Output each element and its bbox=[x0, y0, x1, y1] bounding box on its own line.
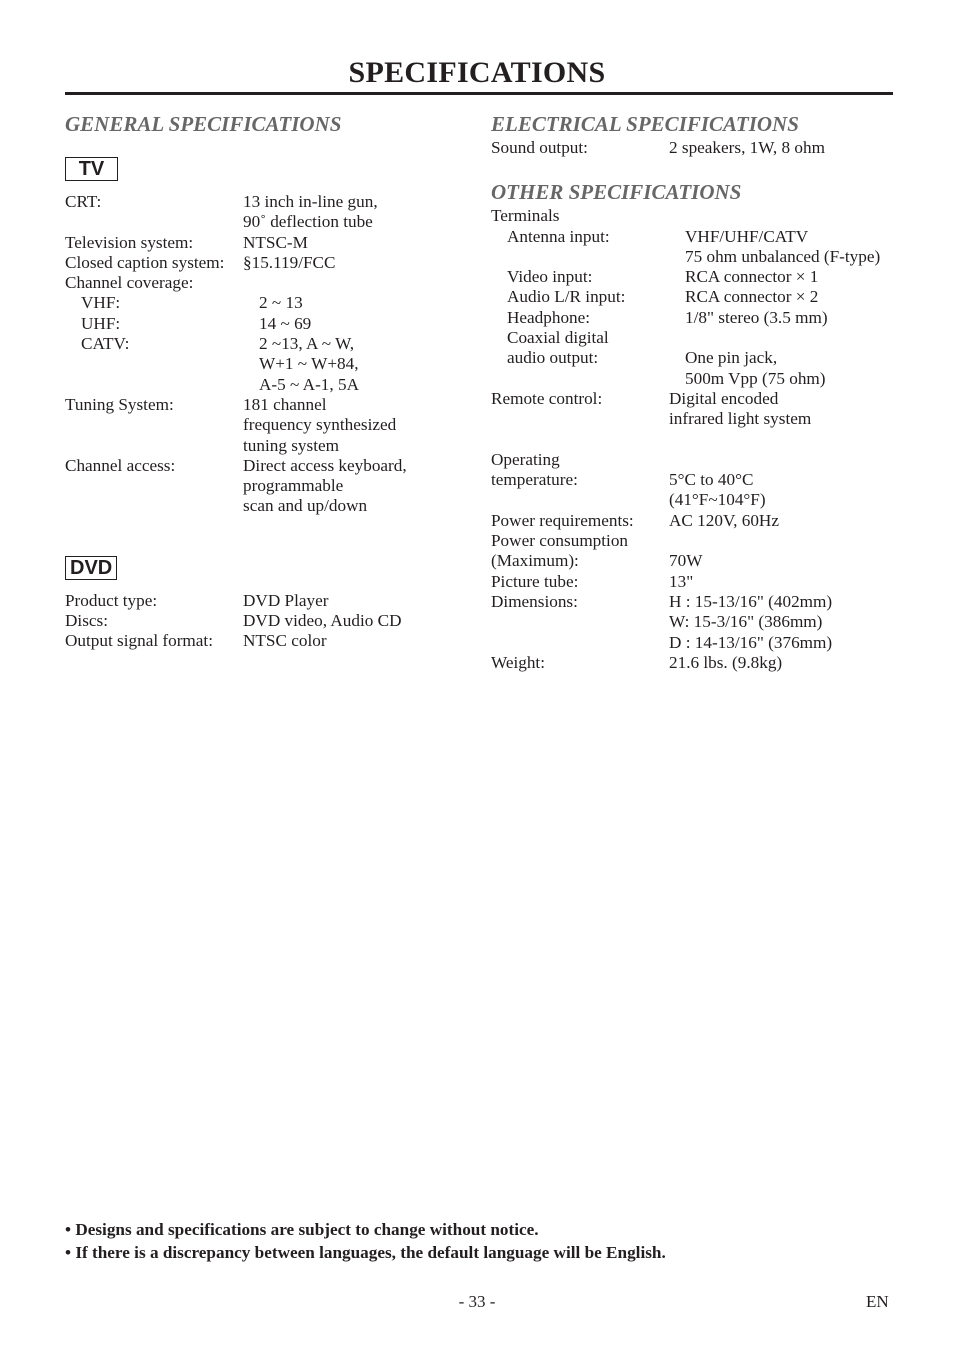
spec-value-line: 181 channel bbox=[243, 394, 327, 414]
spec-value-line bbox=[669, 430, 911, 450]
spec-label: Power requirements: bbox=[491, 510, 634, 530]
spec-label: Picture tube: bbox=[491, 571, 579, 591]
spec-value bbox=[243, 233, 460, 253]
spec-label: Closed caption system: bbox=[65, 252, 225, 272]
tv-badge: TV bbox=[65, 157, 118, 181]
notes bbox=[65, 1218, 915, 1264]
spec-label: Terminals bbox=[491, 206, 560, 226]
other-specifications-heading: OTHER SPECIFICATIONS bbox=[491, 180, 742, 205]
spec-label: Operating bbox=[491, 449, 560, 469]
spec-value-line: §15.119/FCC bbox=[243, 252, 336, 272]
spec-row bbox=[491, 531, 911, 551]
spec-label: Dimensions: bbox=[491, 591, 578, 611]
spec-label: Television system: bbox=[65, 232, 194, 252]
spec-row bbox=[491, 430, 911, 450]
spec-value bbox=[685, 308, 911, 328]
spec-value bbox=[243, 253, 460, 273]
spec-value bbox=[685, 348, 911, 389]
spec-value bbox=[243, 611, 460, 631]
spec-label: Channel coverage: bbox=[65, 273, 194, 293]
spec-value bbox=[669, 389, 911, 430]
spec-value-line: 21.6 lbs. (9.8kg) bbox=[669, 652, 783, 672]
spec-row bbox=[491, 138, 911, 158]
spec-label: temperature: bbox=[491, 470, 578, 490]
spec-value bbox=[669, 138, 911, 158]
spec-value-line: infrared light system bbox=[669, 409, 812, 429]
spec-label: Product type: bbox=[65, 590, 158, 610]
spec-label: CRT: bbox=[65, 192, 102, 211]
spec-value bbox=[685, 287, 911, 307]
spec-label: Video input: bbox=[507, 267, 593, 287]
spec-value bbox=[685, 328, 911, 348]
spec-value bbox=[259, 314, 460, 334]
spec-label: VHF: bbox=[81, 293, 121, 313]
spec-row bbox=[65, 253, 460, 273]
spec-value bbox=[669, 511, 911, 531]
spec-label: Coaxial digital bbox=[507, 328, 609, 348]
note-item: • Designs and specifications are subject to change without notice. bbox=[65, 1220, 539, 1239]
spec-row bbox=[65, 314, 460, 334]
spec-label: Power consumption bbox=[491, 531, 629, 551]
spec-value-line: 2 ~ 13 bbox=[259, 293, 303, 313]
spec-value bbox=[243, 192, 460, 233]
spec-label: Sound output: bbox=[491, 138, 588, 157]
spec-value-line: Direct access keyboard, bbox=[243, 455, 407, 475]
spec-label: CATV: bbox=[81, 334, 130, 354]
spec-value bbox=[243, 273, 460, 293]
spec-label: Remote control: bbox=[491, 388, 603, 408]
spec-value-line: 13 inch in-line gun, bbox=[243, 192, 378, 211]
spec-row bbox=[491, 592, 911, 653]
spec-value-line: D : 14-13/16" (376mm) bbox=[669, 632, 833, 652]
spec-value-line: W: 15-3/16" (386mm) bbox=[669, 612, 823, 632]
title-rule bbox=[65, 92, 893, 95]
spec-label: Antenna input: bbox=[507, 226, 610, 246]
spec-value-line: RCA connector × 1 bbox=[685, 267, 819, 287]
spec-value bbox=[669, 531, 911, 551]
spec-label: Tuning System: bbox=[65, 394, 174, 414]
spec-row bbox=[491, 227, 911, 268]
spec-row bbox=[491, 551, 911, 571]
dvd-badge: DVD bbox=[65, 556, 117, 580]
spec-row bbox=[491, 267, 911, 287]
page-number: - 33 - bbox=[458, 1292, 496, 1311]
spec-row bbox=[65, 395, 460, 456]
spec-row bbox=[65, 293, 460, 313]
spec-value-line: programmable bbox=[243, 476, 344, 496]
spec-value bbox=[669, 430, 911, 450]
spec-value bbox=[685, 267, 911, 287]
spec-value-line: RCA connector × 2 bbox=[685, 287, 819, 307]
spec-value-line: scan and up/down bbox=[243, 496, 368, 516]
spec-row bbox=[65, 591, 460, 611]
spec-value bbox=[669, 653, 911, 673]
general-specifications-column bbox=[65, 110, 460, 652]
spec-label: audio output: bbox=[507, 348, 599, 368]
spec-value-line: 2 speakers, 1W, 8 ohm bbox=[669, 138, 825, 157]
spec-label: Channel access: bbox=[65, 455, 176, 475]
spec-value bbox=[669, 592, 911, 653]
spec-value-line: VHF/UHF/CATV bbox=[685, 226, 809, 246]
spec-value-line: NTSC color bbox=[243, 631, 327, 651]
spec-row bbox=[491, 389, 911, 430]
spec-value-line: 5°C to 40°C bbox=[669, 470, 754, 490]
spec-row bbox=[491, 348, 911, 389]
spec-value-line: A-5 ~ A-1, 5A bbox=[259, 374, 360, 394]
spec-value bbox=[243, 591, 460, 611]
spec-value-line: 90˚ deflection tube bbox=[243, 212, 373, 232]
other-spec-list bbox=[491, 206, 911, 673]
spec-row bbox=[491, 328, 911, 348]
page-title: SPECIFICATIONS bbox=[348, 56, 606, 89]
spec-value-line: W+1 ~ W+84, bbox=[259, 354, 359, 374]
electrical-other-column bbox=[491, 110, 911, 673]
spec-row bbox=[65, 233, 460, 253]
electrical-spec-list bbox=[491, 138, 911, 158]
spec-row bbox=[491, 470, 911, 511]
spec-value bbox=[259, 293, 460, 313]
spec-row bbox=[65, 273, 460, 293]
spec-row bbox=[491, 450, 911, 470]
spec-label: Weight: bbox=[491, 652, 545, 672]
spec-value bbox=[243, 395, 460, 456]
spec-row bbox=[491, 572, 911, 592]
dvd-spec-list bbox=[65, 591, 460, 652]
language-code: EN bbox=[866, 1292, 889, 1311]
spec-row bbox=[491, 511, 911, 531]
spec-value-line: One pin jack, bbox=[685, 348, 778, 368]
spec-value-line: NTSC-M bbox=[243, 232, 308, 252]
spec-value-line: tuning system bbox=[243, 435, 339, 455]
general-specifications-heading: GENERAL SPECIFICATIONS bbox=[65, 112, 342, 136]
spec-row bbox=[491, 653, 911, 673]
spec-label: UHF: bbox=[81, 313, 121, 333]
electrical-specifications-heading: ELECTRICAL SPECIFICATIONS bbox=[491, 112, 799, 136]
spec-value bbox=[669, 206, 911, 226]
spec-row bbox=[491, 206, 911, 226]
spec-row bbox=[65, 631, 460, 651]
tv-spec-list bbox=[65, 192, 460, 517]
spec-label: Headphone: bbox=[507, 307, 591, 327]
spec-row bbox=[65, 192, 460, 233]
spec-label bbox=[491, 430, 669, 450]
spec-value bbox=[685, 227, 911, 268]
spec-value bbox=[243, 456, 460, 517]
spec-value-line: frequency synthesized bbox=[243, 415, 397, 435]
spec-value-line: H : 15-13/16" (402mm) bbox=[669, 591, 833, 611]
spec-value-line: 13" bbox=[669, 571, 694, 591]
spec-row bbox=[491, 308, 911, 328]
spec-value-line: 75 ohm unbalanced (F-type) bbox=[685, 246, 881, 266]
spec-value-line: DVD video, Audio CD bbox=[243, 611, 402, 631]
note-item: • If there is a discrepancy between languages, the default language will be English. bbox=[65, 1243, 666, 1262]
spec-value-line: 500m Vpp (75 ohm) bbox=[685, 368, 826, 388]
spec-row bbox=[65, 334, 460, 395]
spec-value-line: (41°F~104°F) bbox=[669, 490, 766, 510]
spec-label: Audio L/R input: bbox=[507, 287, 626, 307]
spec-label: Output signal format: bbox=[65, 631, 213, 651]
spec-value-line: 70W bbox=[669, 551, 703, 571]
spec-value bbox=[669, 551, 911, 571]
spec-value-line: 1/8" stereo (3.5 mm) bbox=[685, 307, 828, 327]
spec-value bbox=[669, 470, 911, 511]
spec-label: Discs: bbox=[65, 611, 108, 631]
spec-value-line: 2 ~13, A ~ W, bbox=[259, 334, 355, 354]
spec-row bbox=[65, 456, 460, 517]
spec-value-line: Digital encoded bbox=[669, 388, 779, 408]
spec-row bbox=[491, 287, 911, 307]
spec-value bbox=[669, 450, 911, 470]
spec-row bbox=[65, 611, 460, 631]
spec-value bbox=[669, 572, 911, 592]
spec-label: (Maximum): bbox=[491, 551, 579, 571]
spec-value-line: AC 120V, 60Hz bbox=[669, 510, 779, 530]
spec-value bbox=[243, 631, 460, 651]
spec-value-line: 14 ~ 69 bbox=[259, 313, 312, 333]
spec-value bbox=[259, 334, 460, 395]
spec-value-line: DVD Player bbox=[243, 590, 329, 610]
